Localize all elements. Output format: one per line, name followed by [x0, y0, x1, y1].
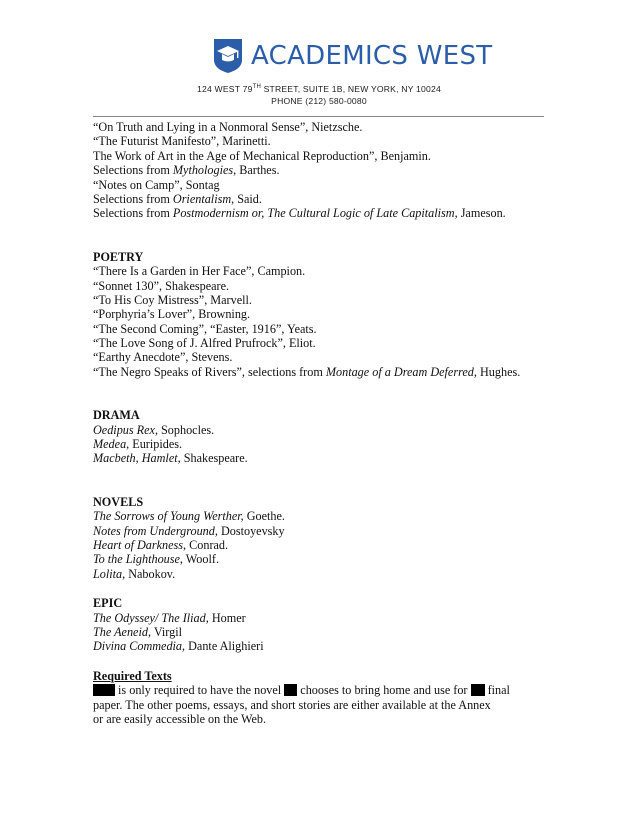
list-item: “Notes on Camp”, Sontag	[93, 177, 220, 192]
list-item: “On Truth and Lying in a Nonmoral Sense”, Nietzsche.	[93, 120, 363, 134]
redaction-block	[284, 684, 297, 696]
list-item: “The Negro Speaks of Rivers”, selections from Montage of a Dream Deferred, Hughes.	[93, 364, 521, 379]
list-item: Heart of Darkness, Conrad.	[93, 537, 229, 552]
list-item: Divina Commedia, Dante Alighieri	[93, 639, 264, 654]
list-item: “Porphyria’s Lover”, Browning.	[93, 307, 251, 322]
list-item: Selections from Mythologies, Barthes.	[93, 163, 280, 178]
list-item: Oedipus Rex, Sophocles.	[93, 422, 215, 437]
paragraph-line: paper. The other poems, essays, and short stories are either available at the Annex	[93, 697, 491, 712]
list-item: “The Futurist Manifesto”, Marinetti.	[93, 134, 271, 149]
list-item: “The Love Song of J. Alfred Prufrock”, Eliot.	[93, 336, 316, 351]
list-item: Selections from Postmodernism or, The Cultural Logic of Late Capitalism, Jameson.	[93, 206, 506, 221]
phone-number: PHONE (212) 580-0080	[271, 96, 367, 106]
list-item: “The Second Coming”, “Easter, 1916”, Yeats.	[93, 321, 317, 336]
header-divider	[93, 116, 544, 117]
graduation-cap-shield-icon	[213, 38, 243, 74]
address-ordinal-suffix: TH	[252, 84, 261, 90]
redaction-block	[93, 684, 115, 696]
list-item: “To His Coy Mistress”, Marvell.	[93, 292, 252, 307]
list-item: Lolita, Nabokov.	[93, 566, 176, 581]
list-item: To the Lighthouse, Woolf.	[93, 552, 219, 567]
section-heading-epic: EPIC	[93, 596, 123, 611]
list-item: Macbeth, Hamlet, Shakespeare.	[93, 451, 248, 466]
reading-list	[93, 120, 553, 726]
list-item: The Odyssey/ The Iliad, Homer	[93, 610, 246, 625]
list-item: Selections from Orientalism, Said.	[93, 191, 262, 206]
list-item: The Work of Art in the Age of Mechanical Reproduction”, Benjamin.	[93, 148, 431, 163]
logo-text: ACADEMICS WEST	[251, 41, 493, 71]
section-heading-required-texts: Required Texts	[93, 668, 172, 683]
academics-west-logo	[213, 38, 492, 74]
section-heading-poetry: POETRY	[93, 249, 144, 264]
list-item: “Sonnet 130”, Shakespeare.	[93, 278, 230, 293]
section-heading-drama: DRAMA	[93, 408, 140, 423]
epic-section	[93, 596, 553, 654]
list-item: “There Is a Garden in Her Face”, Campion.	[93, 264, 306, 279]
list-item: Medea, Euripides.	[93, 437, 183, 452]
list-item: The Sorrows of Young Werther, Goethe.	[93, 509, 285, 524]
theory-section	[93, 120, 553, 221]
list-item: “Earthy Anecdote”, Stevens.	[93, 350, 233, 365]
poetry-section	[93, 250, 553, 380]
novels-section	[93, 495, 553, 581]
address-rest: STREET, SUITE 1B, NEW YORK, NY 10024	[260, 84, 441, 94]
required-texts-section	[93, 669, 553, 727]
paragraph-line: is only required to have the novel chooses to bring home and use for final	[93, 683, 553, 697]
address-street-number: 124 WEST 79	[197, 84, 253, 94]
list-item: Notes from Underground, Dostoyevsky	[93, 523, 285, 538]
address	[0, 84, 638, 94]
redaction-block	[471, 684, 485, 696]
section-heading-novels: NOVELS	[93, 494, 144, 509]
list-item: The Aeneid, Virgil	[93, 624, 182, 639]
drama-section	[93, 408, 553, 466]
paragraph-line: or are easily accessible on the Web.	[93, 711, 267, 726]
